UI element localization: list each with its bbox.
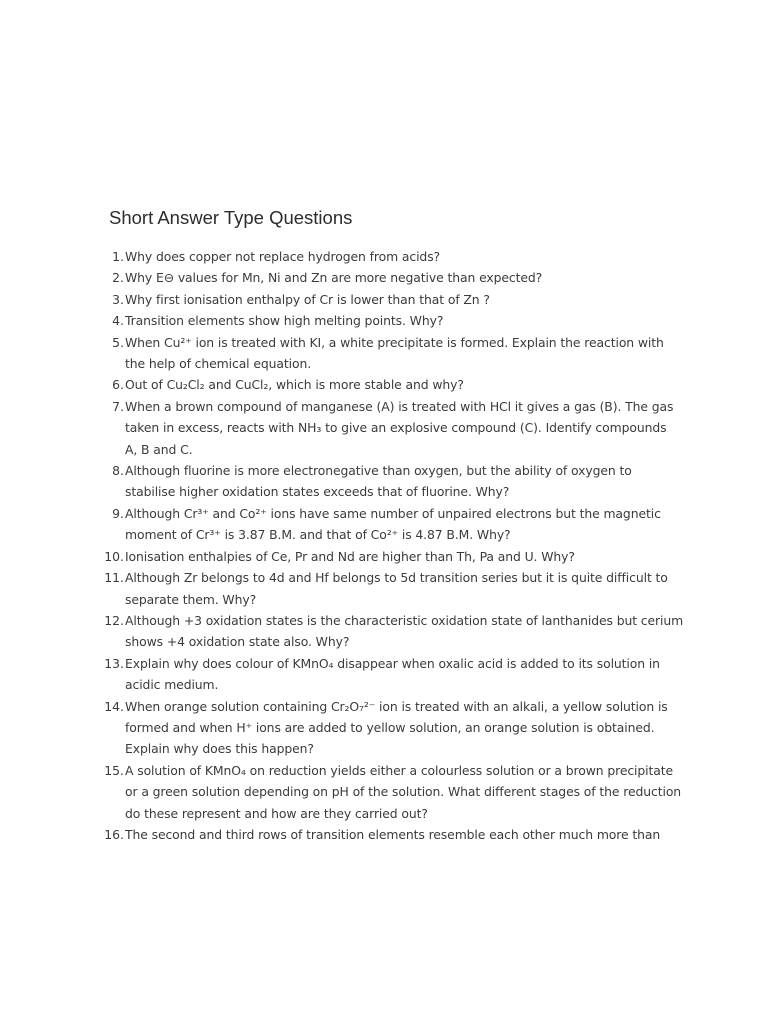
question-line: separate them. Why? bbox=[125, 591, 257, 607]
question-line: shows +4 oxidation state also. Why? bbox=[125, 634, 350, 650]
question-line: Although fluorine is more electronegative than oxygen, but the ability of oxygen to bbox=[125, 463, 632, 479]
question-text bbox=[125, 653, 672, 696]
question-item bbox=[92, 567, 672, 610]
question-number: 13. bbox=[104, 655, 124, 671]
question-number: 15. bbox=[104, 762, 124, 778]
question-line: or a green solution depending on pH of the solution. What different stages of the reduction bbox=[125, 784, 682, 800]
question-text bbox=[125, 289, 672, 310]
question-text bbox=[125, 246, 672, 267]
question-number: 4. bbox=[112, 313, 124, 329]
question-text bbox=[125, 396, 673, 460]
question-line: formed and when H⁺ ions are added to yellow solution, an orange solution is obtained. bbox=[125, 719, 655, 735]
question-line: acidic medium. bbox=[125, 677, 219, 693]
question-line: When a brown compound of manganese (A) is treated with HCl it gives a gas (B). The gas bbox=[125, 398, 674, 414]
question-line: Why does copper not replace hydrogen from acids? bbox=[125, 249, 441, 264]
question-line: Explain why does this happen? bbox=[125, 741, 314, 757]
question-text bbox=[125, 610, 683, 653]
question-line: Explain why does colour of KMnO₄ disappear when oxalic acid is added to its solution in bbox=[125, 655, 660, 671]
question-text bbox=[125, 460, 672, 503]
question-text bbox=[125, 310, 672, 331]
question-text bbox=[125, 267, 672, 288]
question-line: moment of Cr³⁺ is 3.87 B.M. and that of Co²⁺ is 4.87 B.M. Why? bbox=[125, 527, 511, 543]
question-number: 16. bbox=[104, 826, 124, 842]
question-line: taken in excess, reacts with NH₃ to give an explosive compound (C). Identify compounds bbox=[125, 420, 667, 436]
question-line: Why E⊖ values for Mn, Ni and Zn are more negative than expected? bbox=[125, 270, 543, 286]
question-line: do these represent and how are they carried out? bbox=[125, 805, 428, 821]
question-line: A, B and C. bbox=[125, 441, 193, 457]
question-item bbox=[92, 503, 672, 546]
question-item bbox=[92, 760, 682, 824]
question-item bbox=[92, 332, 672, 375]
question-line: Ionisation enthalpies of Ce, Pr and Nd are higher than Th, Pa and U. Why? bbox=[125, 548, 575, 564]
question-item bbox=[92, 546, 672, 567]
question-item bbox=[92, 610, 684, 653]
question-number: 14. bbox=[104, 698, 124, 714]
question-line: Why first ionisation enthalpy of Cr is lower than that of Zn ? bbox=[125, 291, 490, 307]
section-title: Short Answer Type Questions bbox=[109, 207, 353, 228]
question-item bbox=[92, 460, 672, 503]
question-line: the help of chemical equation. bbox=[125, 356, 312, 372]
question-line: stabilise higher oxidation states exceeds that of fluorine. Why? bbox=[125, 484, 510, 500]
question-text bbox=[125, 824, 672, 845]
question-line: A solution of KMnO₄ on reduction yields either a colourless solution or a brown precipitate bbox=[125, 762, 674, 778]
question-item bbox=[92, 824, 672, 845]
question-number: 8. bbox=[112, 463, 124, 479]
question-line: Out of Cu₂Cl₂ and CuCl₂, which is more stable and why? bbox=[125, 377, 464, 393]
question-line: Although +3 oxidation states is the characteristic oxidation state of lanthanides but cerium bbox=[125, 612, 684, 628]
question-text bbox=[125, 332, 672, 375]
question-line: When Cu²⁺ ion is treated with KI, a white precipitate is formed. Explain the reaction with bbox=[125, 334, 664, 350]
question-text bbox=[125, 374, 672, 395]
question-item bbox=[92, 289, 672, 310]
question-item bbox=[92, 267, 672, 288]
question-text bbox=[125, 696, 672, 760]
question-item bbox=[92, 396, 672, 460]
question-line: When orange solution containing Cr₂O₇²⁻ ion is treated with an alkali, a yellow solution is bbox=[125, 698, 668, 714]
question-line: Although Cr³⁺ and Co²⁺ ions have same number of unpaired electrons but the magnetic bbox=[125, 505, 661, 521]
question-text bbox=[125, 503, 672, 546]
question-text bbox=[125, 567, 672, 610]
question-list bbox=[92, 246, 684, 845]
question-item bbox=[92, 246, 672, 267]
question-number: 10. bbox=[104, 548, 124, 564]
question-number: 11. bbox=[104, 570, 124, 586]
question-number: 9. bbox=[112, 505, 124, 521]
question-item bbox=[92, 310, 672, 331]
question-line: The second and third rows of transition elements resemble each other much more than bbox=[125, 826, 661, 842]
question-number: 12. bbox=[104, 612, 124, 628]
question-number: 7. bbox=[112, 398, 124, 414]
question-text bbox=[125, 760, 681, 824]
question-item bbox=[92, 653, 672, 696]
question-number: 2. bbox=[112, 270, 124, 286]
question-number: 1. bbox=[112, 249, 124, 264]
question-line: Although Zr belongs to 4d and Hf belongs to 5d transition series but it is quite difficult to bbox=[125, 570, 668, 586]
question-item bbox=[92, 374, 672, 395]
question-line: Transition elements show high melting points. Why? bbox=[125, 313, 444, 329]
question-item bbox=[92, 696, 672, 760]
question-text bbox=[125, 546, 672, 567]
question-number: 6. bbox=[112, 377, 124, 393]
question-number: 3. bbox=[112, 291, 124, 307]
question-number: 5. bbox=[112, 334, 124, 350]
